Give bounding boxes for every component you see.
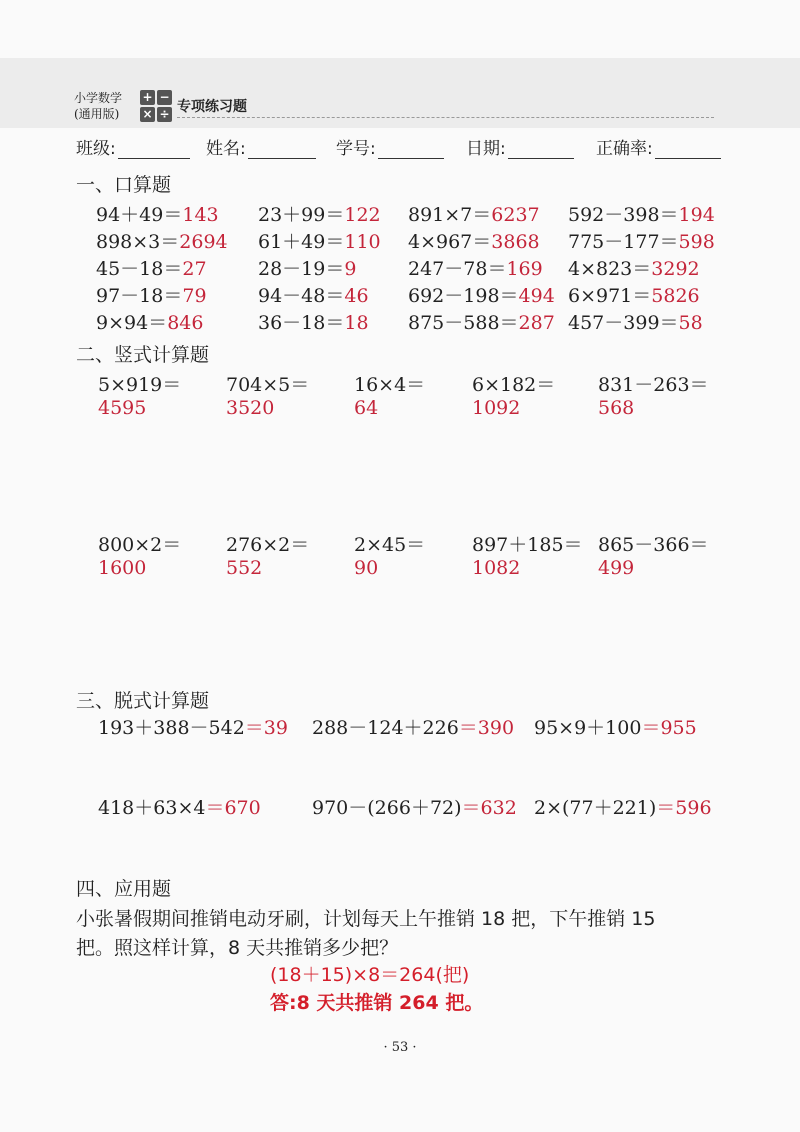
problem-item [258, 227, 381, 254]
operator-icon [140, 90, 174, 124]
problem-answer: 552 [226, 557, 263, 579]
problem-answer: 169 [506, 258, 543, 280]
problem-answer: 58 [678, 312, 703, 334]
problem-answer: 46 [344, 285, 369, 307]
name-field [206, 134, 316, 159]
problem-item [96, 200, 219, 227]
problem-question: 5×919＝ [98, 374, 182, 396]
problem-answer: 846 [167, 312, 204, 334]
problem-answer: 5826 [651, 285, 700, 307]
accuracy-field [596, 134, 721, 159]
problem-answer: 18 [344, 312, 369, 334]
problem-question: 4×967＝ [408, 231, 492, 253]
section2-title: 二、竖式计算题 [76, 344, 210, 366]
solution-equation: (18＋15)×8＝264(把) [270, 964, 470, 986]
divide-icon: ÷ [157, 107, 172, 122]
problem-answer: 110 [344, 231, 381, 253]
problem-answer: ＝670 [205, 797, 261, 819]
problem-question: 28－19＝ [258, 258, 345, 280]
problem-question: 6×971＝ [568, 285, 652, 307]
problem-answer: 1082 [472, 557, 521, 579]
problem-question: 775－177＝ [568, 231, 679, 253]
section3-title: 三、脱式计算题 [76, 690, 210, 712]
problem-answer: 122 [344, 204, 381, 226]
problem-question: 865－366＝ [598, 534, 709, 556]
problem-answer: 3292 [651, 258, 700, 280]
id-blank[interactable] [378, 142, 444, 159]
problem-answer: 3868 [491, 231, 540, 253]
section1-title: 一、口算题 [76, 174, 172, 196]
problem-question: 4×823＝ [568, 258, 652, 280]
problem-item [96, 308, 203, 335]
problem-question: 891×7＝ [408, 204, 492, 226]
problem-question: 704×5＝ [226, 374, 310, 396]
problem-item [96, 254, 207, 281]
minus-icon: − [157, 90, 172, 105]
problem-question: 800×2＝ [98, 534, 182, 556]
problem-answer: 287 [518, 312, 555, 334]
problem-question: 45－18＝ [96, 258, 183, 280]
brand [74, 90, 122, 122]
date-label: 日期: [466, 139, 506, 159]
problem-answer: 64 [354, 397, 379, 419]
id-field [336, 134, 444, 159]
problem-item [408, 281, 555, 308]
section4-title: 四、应用题 [76, 878, 172, 900]
date-field [466, 134, 574, 159]
solution-answer: 答:8 天共推销 264 把。 [270, 992, 484, 1014]
problem-question: 97－18＝ [96, 285, 183, 307]
problem-question: 457－399＝ [568, 312, 679, 334]
problem-answer: 79 [182, 285, 207, 307]
class-blank[interactable] [118, 142, 190, 159]
word-problem-line1: 小张暑假期间推销电动牙刷，计划每天上午推销 18 把，下午推销 15 [76, 908, 656, 930]
problem-question: 897＋185＝ [472, 534, 583, 556]
problem-answer: 499 [598, 557, 635, 579]
problem-question: 875－588＝ [408, 312, 519, 334]
brand-line1: 小学数学 [74, 91, 123, 105]
problem-question: 418＋63×4 [98, 797, 206, 819]
problem-question: 23＋99＝ [258, 204, 345, 226]
problem-answer: 27 [182, 258, 207, 280]
problem-answer: 598 [678, 231, 715, 253]
class-field [76, 134, 190, 159]
problem-item [258, 200, 381, 227]
accuracy-label: 正确率: [596, 139, 653, 159]
problem-question: 592－398＝ [568, 204, 679, 226]
problem-question: 193＋388－542 [98, 717, 245, 739]
problem-question: 276×2＝ [226, 534, 310, 556]
problem-answer: 194 [678, 204, 715, 226]
name-blank[interactable] [248, 142, 316, 159]
problem-question: 898×3＝ [96, 231, 180, 253]
problem-item [98, 793, 261, 820]
problem-item [534, 793, 712, 820]
problem-item [258, 308, 369, 335]
problem-answer: 3520 [226, 397, 275, 419]
problem-question: 9×94＝ [96, 312, 168, 334]
problem-answer: 143 [182, 204, 219, 226]
id-label: 学号: [336, 139, 376, 159]
name-label: 姓名: [206, 139, 246, 159]
class-label: 班级: [76, 139, 116, 159]
times-icon: × [140, 107, 155, 122]
problem-question: 61＋49＝ [258, 231, 345, 253]
problem-answer: ＝390 [458, 717, 515, 739]
problem-question: 6×182＝ [472, 374, 556, 396]
problem-answer: 90 [354, 557, 379, 579]
problem-question: 2×(77＋221) [534, 797, 657, 819]
problem-item [408, 200, 540, 227]
problem-item [408, 254, 543, 281]
problem-question: 94－48＝ [258, 285, 345, 307]
plus-icon: + [140, 90, 155, 105]
problem-item [258, 254, 356, 281]
problem-item [568, 254, 700, 281]
problem-answer: 568 [598, 397, 635, 419]
brand-line2: (通用版) [74, 107, 120, 121]
problem-question: 95×9＋100 [534, 717, 642, 739]
word-problem-line2: 把。照这样计算，8 天共推销多少把？ [76, 937, 399, 959]
problem-item [96, 227, 228, 254]
problem-answer: ＝596 [656, 797, 712, 819]
problem-answer: ＝39 [244, 717, 288, 739]
problem-item [258, 281, 369, 308]
problem-item [568, 227, 715, 254]
problem-question: 2×45＝ [354, 534, 426, 556]
problem-item [98, 713, 288, 740]
problem-answer: ＝632 [461, 797, 517, 819]
problem-item [96, 281, 207, 308]
problem-item [568, 281, 700, 308]
problem-question: 247－78＝ [408, 258, 507, 280]
problem-item [312, 793, 517, 820]
problem-answer: 494 [518, 285, 555, 307]
problem-item [408, 308, 555, 335]
header-divider [177, 117, 714, 118]
problem-answer: 2694 [179, 231, 228, 253]
problem-answer: 9 [344, 258, 357, 280]
problem-question: 288－124＋226 [312, 717, 459, 739]
problem-question: 970－(266＋72) [312, 797, 462, 819]
problem-item [534, 713, 697, 740]
date-blank[interactable] [508, 142, 574, 159]
problem-question: 831－263＝ [598, 374, 709, 396]
page-number: · 53 · [383, 1040, 417, 1055]
accuracy-blank[interactable] [655, 142, 721, 159]
problem-item [408, 227, 540, 254]
problem-answer: ＝955 [641, 717, 697, 739]
problem-answer: 1600 [98, 557, 147, 579]
problem-answer: 4595 [98, 397, 147, 419]
problem-item [312, 713, 514, 740]
problem-item [568, 308, 703, 335]
problem-question: 16×4＝ [354, 374, 426, 396]
problem-answer: 1092 [472, 397, 521, 419]
header-title: 专项练习题 [177, 99, 247, 115]
problem-item [568, 200, 715, 227]
problem-question: 692－198＝ [408, 285, 519, 307]
problem-answer: 6237 [491, 204, 540, 226]
problem-question: 94＋49＝ [96, 204, 183, 226]
problem-question: 36－18＝ [258, 312, 345, 334]
